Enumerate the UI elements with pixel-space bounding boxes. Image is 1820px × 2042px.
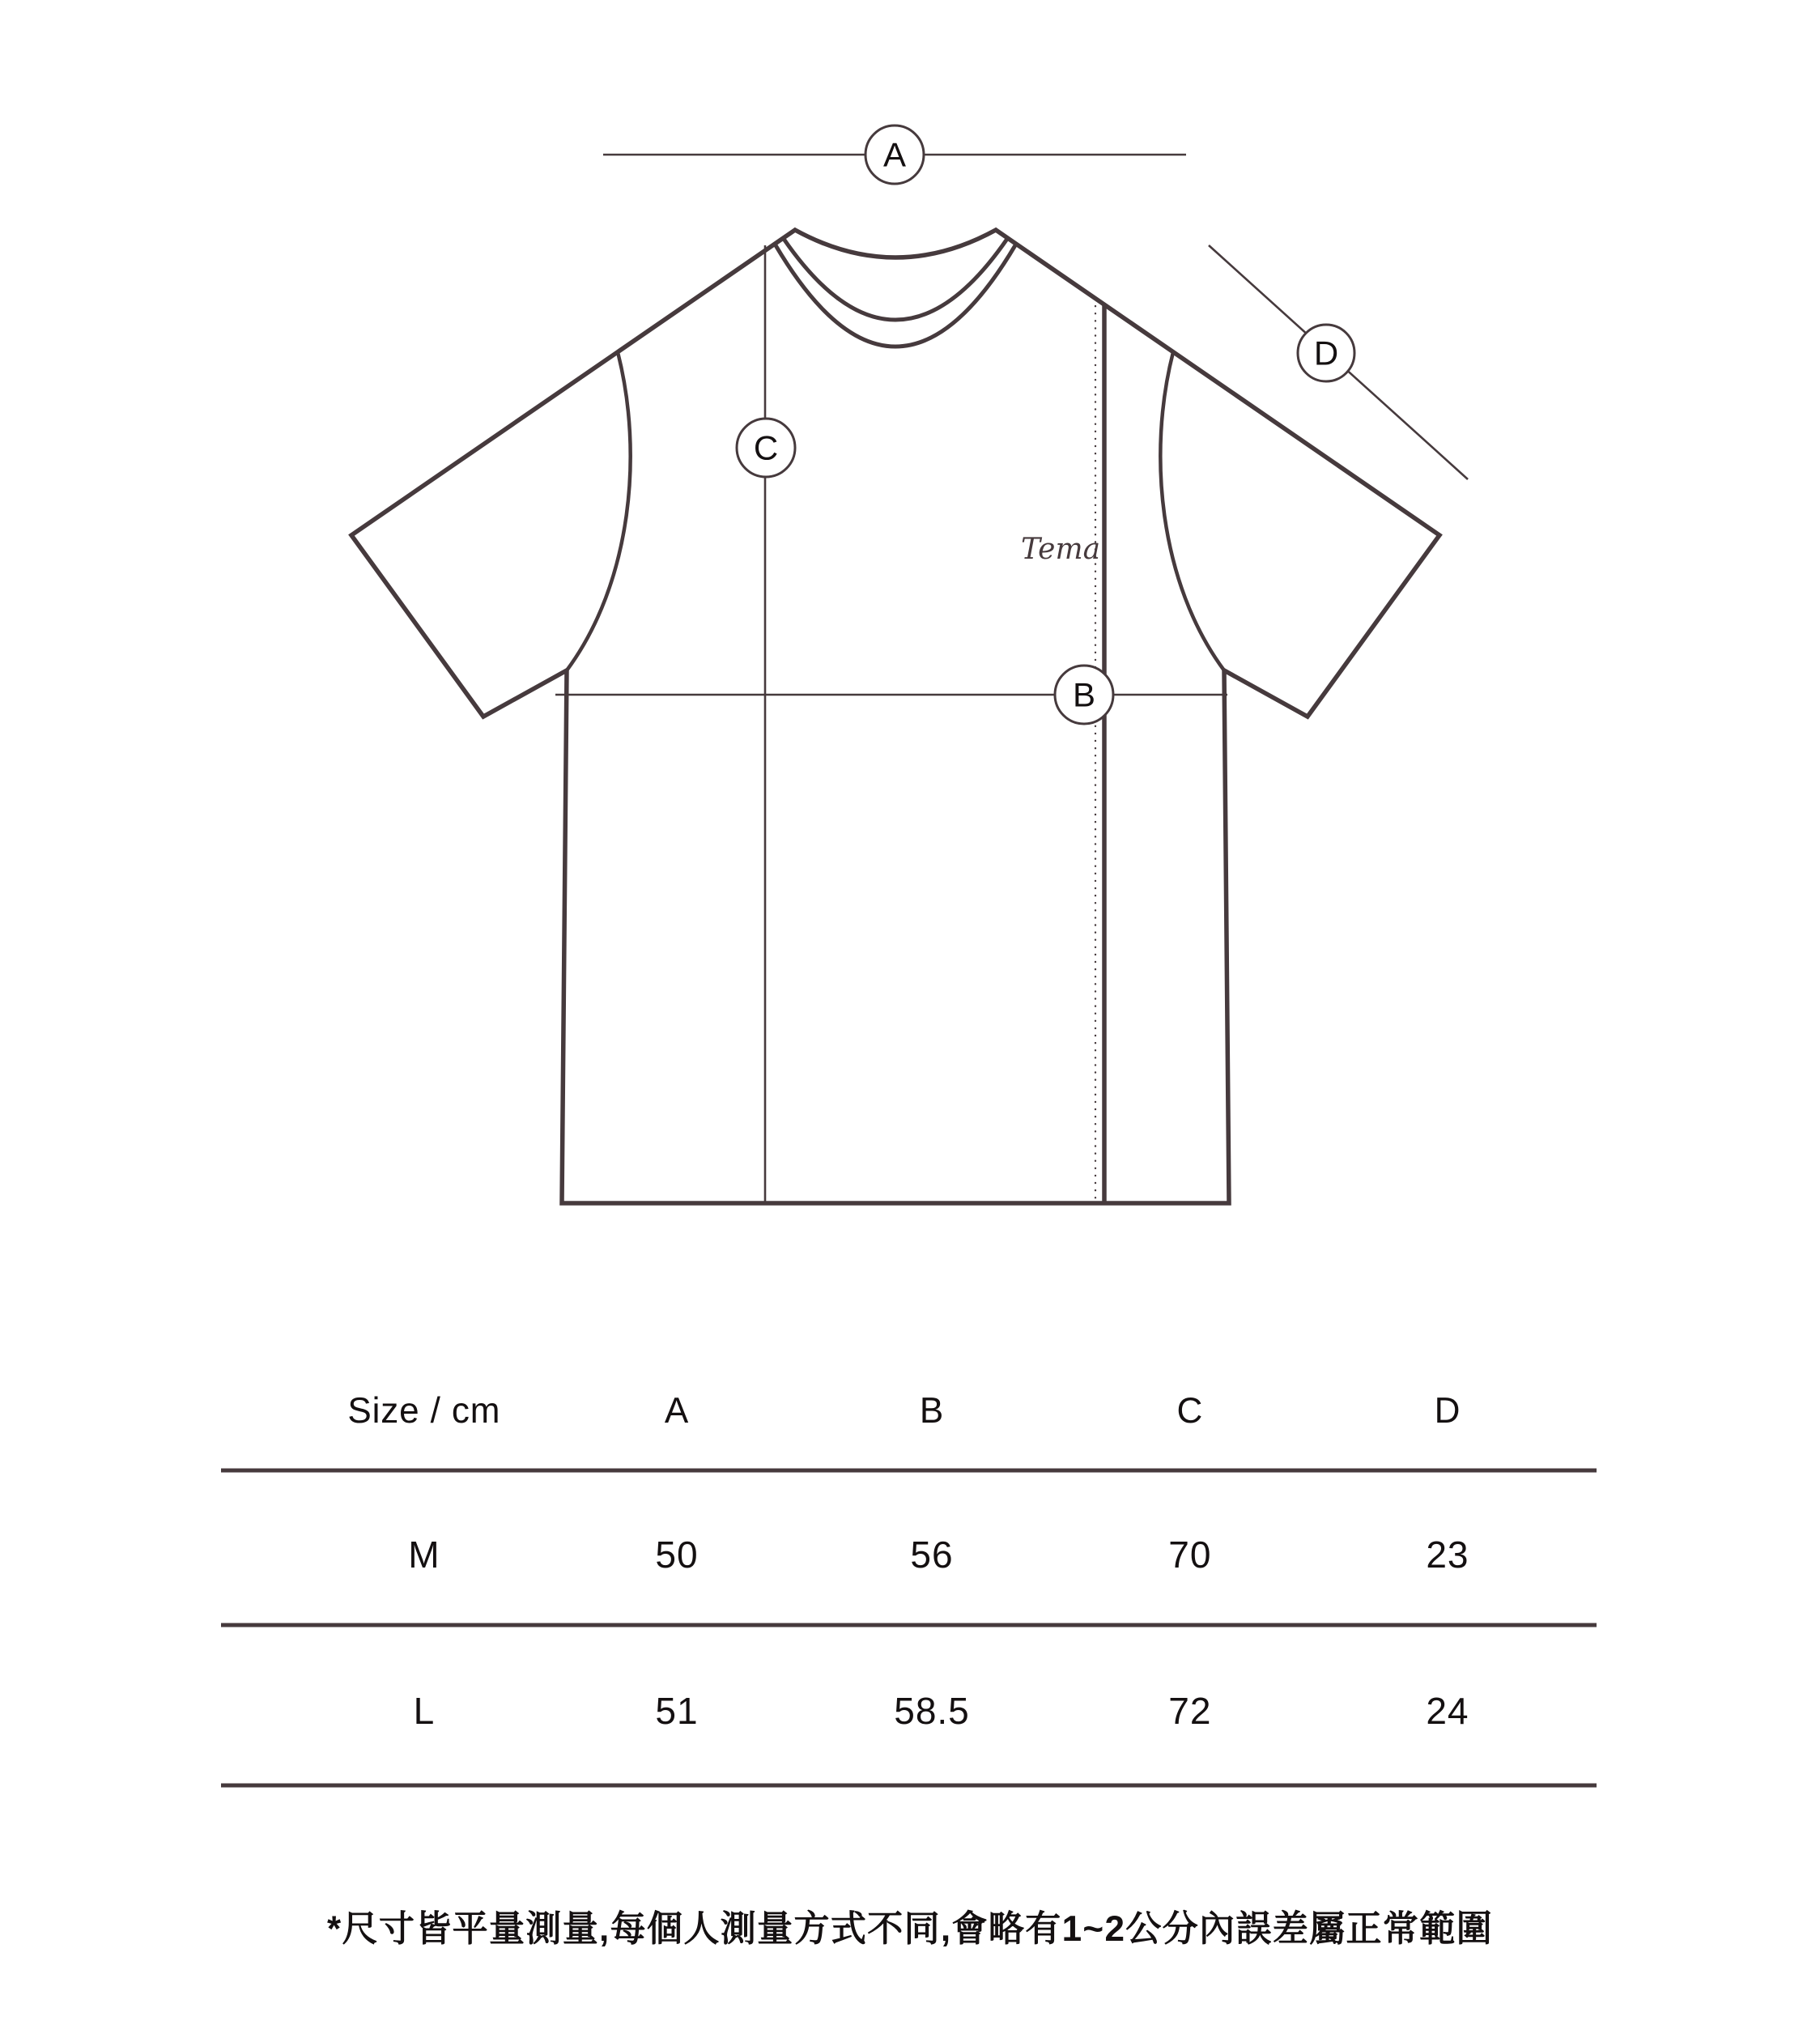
tshirt-outline bbox=[351, 230, 1439, 1203]
table-header-a: A bbox=[664, 1390, 690, 1431]
measure-badge-a bbox=[865, 125, 924, 184]
left-armhole-seam bbox=[567, 352, 631, 670]
measure-label-b: B bbox=[1072, 675, 1096, 714]
row-m-value-d: 23 bbox=[1426, 1533, 1469, 1576]
measure-badge-d bbox=[1298, 325, 1354, 381]
measure-label-a: A bbox=[882, 135, 907, 174]
brand-logo-text: Tema bbox=[1020, 533, 1101, 566]
row-m-value-b: 56 bbox=[910, 1533, 954, 1576]
table-rule-bottom bbox=[221, 1784, 1597, 1788]
collar-inner-line bbox=[784, 239, 1007, 320]
table-header-d: D bbox=[1434, 1390, 1461, 1431]
right-armhole-seam bbox=[1160, 352, 1224, 670]
measure-label-c: C bbox=[753, 428, 779, 467]
row-m-size: M bbox=[408, 1533, 440, 1576]
row-m-value-a: 50 bbox=[655, 1533, 699, 1576]
collar-outer-line bbox=[776, 245, 1015, 347]
table-rule-middle bbox=[221, 1623, 1597, 1627]
table-header-b: B bbox=[919, 1390, 945, 1431]
table-header-size: Size / cm bbox=[347, 1390, 501, 1431]
table-rule-top bbox=[221, 1469, 1597, 1473]
table-header-c: C bbox=[1176, 1390, 1204, 1431]
measure-label-d: D bbox=[1313, 334, 1339, 372]
row-m-value-c: 70 bbox=[1168, 1533, 1212, 1576]
row-l-size: L bbox=[413, 1689, 436, 1732]
measurement-disclaimer: *尺寸皆平量測量,每個人測量方式不同,會略有1~2公分內誤差屬正常範圍 bbox=[327, 1908, 1493, 1949]
row-l-value-c: 72 bbox=[1168, 1689, 1212, 1732]
measure-badge-c bbox=[737, 419, 795, 477]
row-l-value-d: 24 bbox=[1426, 1689, 1469, 1732]
measure-badge-b bbox=[1055, 666, 1113, 724]
row-l-value-a: 51 bbox=[655, 1689, 699, 1732]
row-l-value-b: 58.5 bbox=[894, 1689, 970, 1732]
